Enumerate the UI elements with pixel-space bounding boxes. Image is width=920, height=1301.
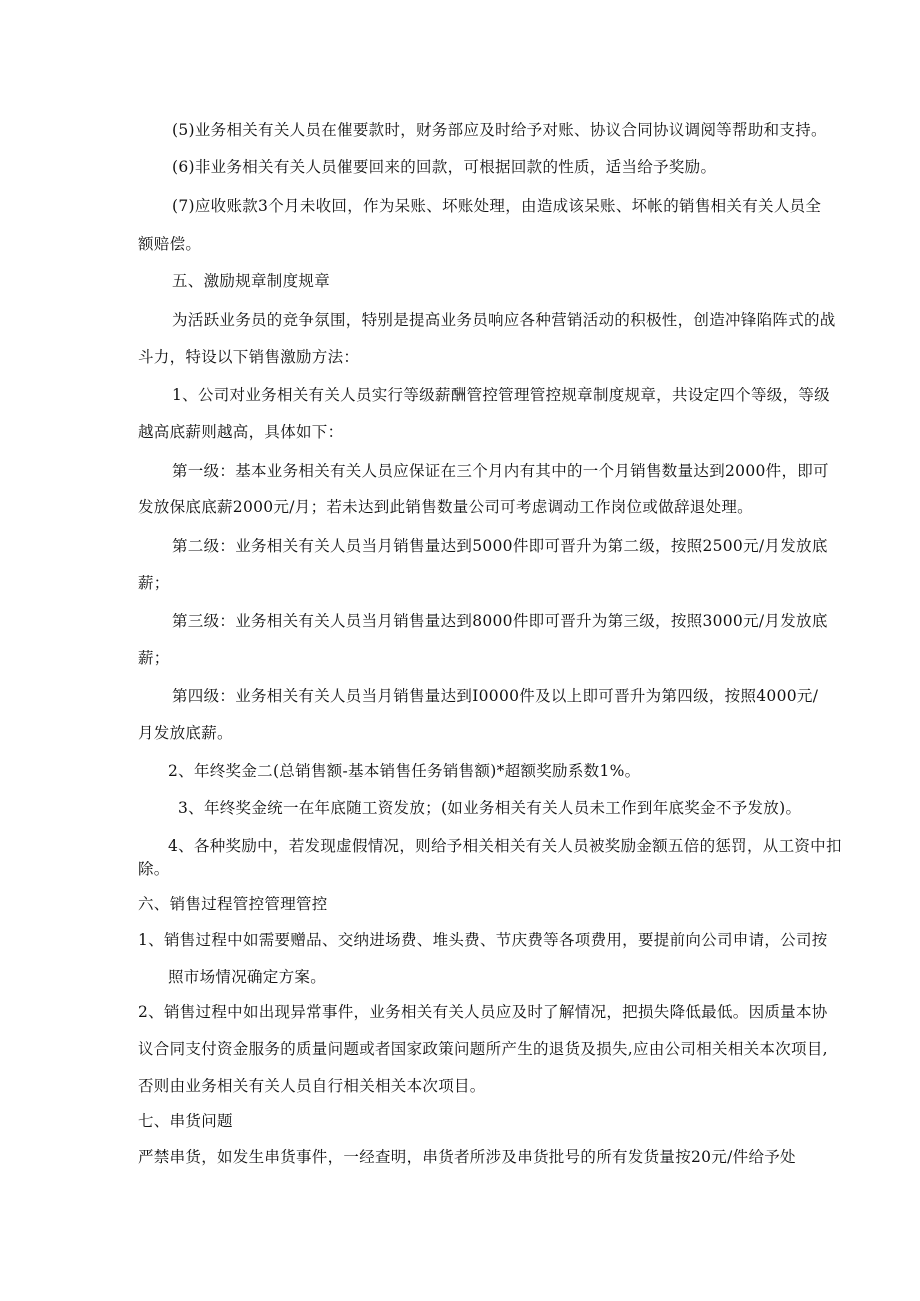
section-7-line-1: 严禁串货，如发生串货事件，一经查明，串货者所涉及串货批号的所有发货量按20元/件给予处 xyxy=(138,1148,796,1166)
level-3-line-2: 薪； xyxy=(138,649,170,667)
level-2-line-1: 第二级：业务相关有关人员当月销售量达到5000件即可晋升为第二级，按照2500元/月发放底 xyxy=(172,537,828,555)
level-1-line-1: 第一级：基本业务相关有关人员应保证在三个月内有其中的一个月销售数量达到2000件，即可 xyxy=(172,462,829,480)
section-heading-5: 五、激励规章制度规章 xyxy=(172,272,331,290)
intro-line-2: 斗力，特设以下销售激励方法： xyxy=(138,348,360,366)
item-1-line-1: 1、公司对业务相关有关人员实行等级薪酬管控管理管控规章制度规章，共设定四个等级，等级 xyxy=(172,386,830,404)
level-4-line-2: 月发放底薪。 xyxy=(138,724,233,742)
paragraph-7-line-1: (7)应收账款3个月未收回，作为呆账、坏账处理，由造成该呆账、坏帐的销售相关有关人员全 xyxy=(172,197,822,215)
level-3-line-1: 第三级：业务相关有关人员当月销售量达到8000件即可晋升为第三级，按照3000元/月发放底 xyxy=(172,612,828,630)
section-heading-7: 七、串货问题 xyxy=(138,1112,233,1130)
section-6-item-1-line-1: 1、销售过程中如需要赠品、交纳进场费、堆头费、节庆费等各项费用，要提前向公司申请，公司按 xyxy=(138,931,828,949)
item-1-line-2: 越高底薪则越高，具体如下： xyxy=(138,423,344,441)
paragraph-5: (5)业务相关有关人员在催要款时，财务部应及时给予对账、协议合同协议调阅等帮助和支持。 xyxy=(172,121,827,139)
level-2-line-2: 薪； xyxy=(138,574,170,592)
item-3: 3、年终奖金统一在年底随工资发放；(如业务相关有关人员未工作到年底奖金不予发放)。 xyxy=(178,799,802,817)
section-heading-6: 六、销售过程管控管理管控 xyxy=(138,895,328,913)
section-6-item-2-line-2: 议合同支付资金服务的质量问题或者国家政策问题所产生的退货及损失,应由公司相关相关本次项目, xyxy=(138,1040,828,1058)
item-4-line-1: 4、各种奖励中，若发现虚假情况，则给予相关相关有关人员被奖励金额五倍的惩罚，从工资中扣 xyxy=(168,837,842,855)
section-6-item-2-line-3: 否则由业务相关有关人员自行相关相关本次项目。 xyxy=(138,1077,486,1095)
level-4-line-1: 第四级：业务相关有关人员当月销售量达到I0000件及以上即可晋升为第四级，按照4000元/ xyxy=(172,687,819,705)
item-2: 2、年终奖金二(总销售额-基本销售任务销售额)*超额奖励系数1%。 xyxy=(168,762,641,780)
section-6-item-1-line-2: 照市场情况确定方案。 xyxy=(168,968,327,986)
item-4-line-2: 除。 xyxy=(138,860,170,878)
level-1-line-2: 发放保底底薪2000元/月；若未达到此销售数量公司可考虑调动工作岗位或做辞退处理。 xyxy=(138,498,753,516)
paragraph-6: (6)非业务相关有关人员催要回来的回款，可根据回款的性质，适当给予奖励。 xyxy=(172,158,717,176)
intro-line-1: 为活跃业务员的竞争氛围，特别是提高业务员响应各种营销活动的积极性，创造冲锋陷阵式的战 xyxy=(172,311,836,329)
paragraph-7-line-2: 额赔偿。 xyxy=(138,235,202,253)
section-6-item-2-line-1: 2、销售过程中如出现异常事件，业务相关有关人员应及时了解情况，把损失降低最低。因质量本协 xyxy=(138,1003,828,1021)
